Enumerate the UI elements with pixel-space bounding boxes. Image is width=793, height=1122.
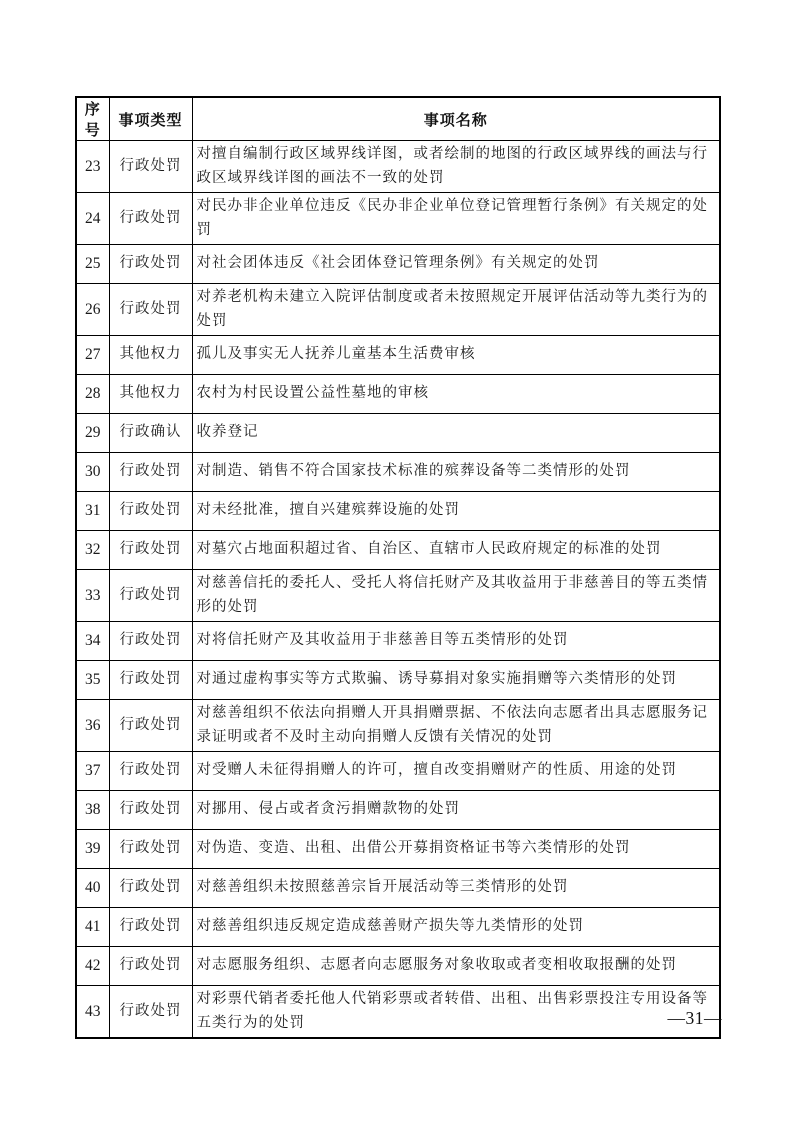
row-name-cell: 收养登记 [192, 414, 720, 453]
row-name-cell: 对未经批准，擅自兴建殡葬设施的处罚 [192, 492, 720, 531]
row-name-cell: 对养老机构未建立入院评估制度或者未按照规定开展评估活动等九类行为的处罚 [192, 284, 720, 336]
row-serial-cell: 29 [76, 414, 109, 453]
row-name-cell: 对慈善组织违反规定造成慈善财产损失等九类情形的处罚 [192, 908, 720, 947]
row-type-cell: 行政处罚 [109, 661, 192, 700]
row-type-cell: 行政处罚 [109, 791, 192, 830]
row-serial-cell: 28 [76, 375, 109, 414]
row-serial-cell: 42 [76, 947, 109, 986]
row-name-cell: 对志愿服务组织、志愿者向志愿服务对象收取或者变相收取报酬的处罚 [192, 947, 720, 986]
row-name-cell: 对通过虚构事实等方式欺骗、诱导募捐对象实施捐赠等六类情形的处罚 [192, 661, 720, 700]
row-type-cell: 行政处罚 [109, 453, 192, 492]
table-row [76, 791, 720, 830]
row-type-cell: 行政处罚 [109, 245, 192, 284]
row-name-cell: 对慈善组织不依法向捐赠人开具捐赠票据、不依法向志愿者出具志愿服务记录证明或者不及时主动向捐赠人反馈有关情况的处罚 [192, 700, 720, 752]
row-type-cell: 其他权力 [109, 375, 192, 414]
row-serial-cell: 41 [76, 908, 109, 947]
row-serial-cell: 26 [76, 284, 109, 336]
row-name-cell: 对慈善信托的委托人、受托人将信托财产及其收益用于非慈善目的等五类情形的处罚 [192, 570, 720, 622]
row-name-cell: 对民办非企业单位违反《民办非企业单位登记管理暂行条例》有关规定的处罚 [192, 193, 720, 245]
row-name-cell: 对挪用、侵占或者贪污捐赠款物的处罚 [192, 791, 720, 830]
table-row [76, 752, 720, 791]
table-row [76, 986, 720, 1039]
table-row [76, 453, 720, 492]
row-name-cell: 对慈善组织未按照慈善宗旨开展活动等三类情形的处罚 [192, 869, 720, 908]
row-type-cell: 行政处罚 [109, 193, 192, 245]
row-type-cell: 行政处罚 [109, 752, 192, 791]
table-row [76, 141, 720, 193]
row-type-cell: 行政处罚 [109, 284, 192, 336]
row-serial-cell: 43 [76, 986, 109, 1039]
row-serial-cell: 37 [76, 752, 109, 791]
row-name-cell: 对社会团体违反《社会团体登记管理条例》有关规定的处罚 [192, 245, 720, 284]
row-name-cell: 对伪造、变造、出租、出借公开募捐资格证书等六类情形的处罚 [192, 830, 720, 869]
row-serial-cell: 36 [76, 700, 109, 752]
row-name-cell: 对受赠人未征得捐赠人的许可，擅自改变捐赠财产的性质、用途的处罚 [192, 752, 720, 791]
page-number: —31— [667, 1008, 722, 1028]
header-row [76, 97, 720, 141]
table-row [76, 830, 720, 869]
table-row [76, 622, 720, 661]
row-type-cell: 行政处罚 [109, 830, 192, 869]
row-name-cell: 孤儿及事实无人抚养儿童基本生活费审核 [192, 336, 720, 375]
row-serial-cell: 27 [76, 336, 109, 375]
table-row [76, 193, 720, 245]
row-serial-cell: 34 [76, 622, 109, 661]
row-serial-cell: 24 [76, 193, 109, 245]
row-serial-cell: 39 [76, 830, 109, 869]
table-row [76, 869, 720, 908]
table-row [76, 375, 720, 414]
row-type-cell: 行政处罚 [109, 622, 192, 661]
row-type-cell: 行政处罚 [109, 869, 192, 908]
column-header-serial: 序号 [76, 97, 109, 141]
items-table [75, 96, 721, 1039]
table-row [76, 284, 720, 336]
table-row [76, 245, 720, 284]
table-row [76, 492, 720, 531]
row-type-cell: 行政处罚 [109, 141, 192, 193]
row-name-cell: 对墓穴占地面积超过省、自治区、直辖市人民政府规定的标准的处罚 [192, 531, 720, 570]
table-row [76, 661, 720, 700]
row-name-cell: 对制造、销售不符合国家技术标准的殡葬设备等二类情形的处罚 [192, 453, 720, 492]
row-type-cell: 行政处罚 [109, 700, 192, 752]
row-name-cell: 对将信托财产及其收益用于非慈善目等五类情形的处罚 [192, 622, 720, 661]
row-type-cell: 行政处罚 [109, 947, 192, 986]
row-type-cell: 行政处罚 [109, 492, 192, 531]
table-row [76, 414, 720, 453]
row-type-cell: 其他权力 [109, 336, 192, 375]
row-serial-cell: 38 [76, 791, 109, 830]
row-serial-cell: 35 [76, 661, 109, 700]
row-name-cell: 对彩票代销者委托他人代销彩票或者转借、出租、出售彩票投注专用设备等五类行为的处罚 [192, 986, 720, 1039]
row-serial-cell: 23 [76, 141, 109, 193]
table-row [76, 336, 720, 375]
table-row [76, 531, 720, 570]
row-type-cell: 行政处罚 [109, 531, 192, 570]
column-header-name: 事项名称 [192, 97, 720, 141]
row-type-cell: 行政处罚 [109, 908, 192, 947]
row-serial-cell: 32 [76, 531, 109, 570]
row-serial-cell: 33 [76, 570, 109, 622]
row-serial-cell: 30 [76, 453, 109, 492]
row-type-cell: 行政处罚 [109, 986, 192, 1039]
row-name-cell: 对擅自编制行政区域界线详图，或者绘制的地图的行政区域界线的画法与行政区域界线详图的画法不一致的处罚 [192, 141, 720, 193]
row-type-cell: 行政处罚 [109, 570, 192, 622]
table-row [76, 570, 720, 622]
column-header-type: 事项类型 [109, 97, 192, 141]
table-body [76, 141, 720, 1039]
table-row [76, 908, 720, 947]
row-serial-cell: 25 [76, 245, 109, 284]
row-serial-cell: 40 [76, 869, 109, 908]
table-row [76, 947, 720, 986]
row-serial-cell: 31 [76, 492, 109, 531]
row-name-cell: 农村为村民设置公益性墓地的审核 [192, 375, 720, 414]
table-row [76, 700, 720, 752]
row-type-cell: 行政确认 [109, 414, 192, 453]
